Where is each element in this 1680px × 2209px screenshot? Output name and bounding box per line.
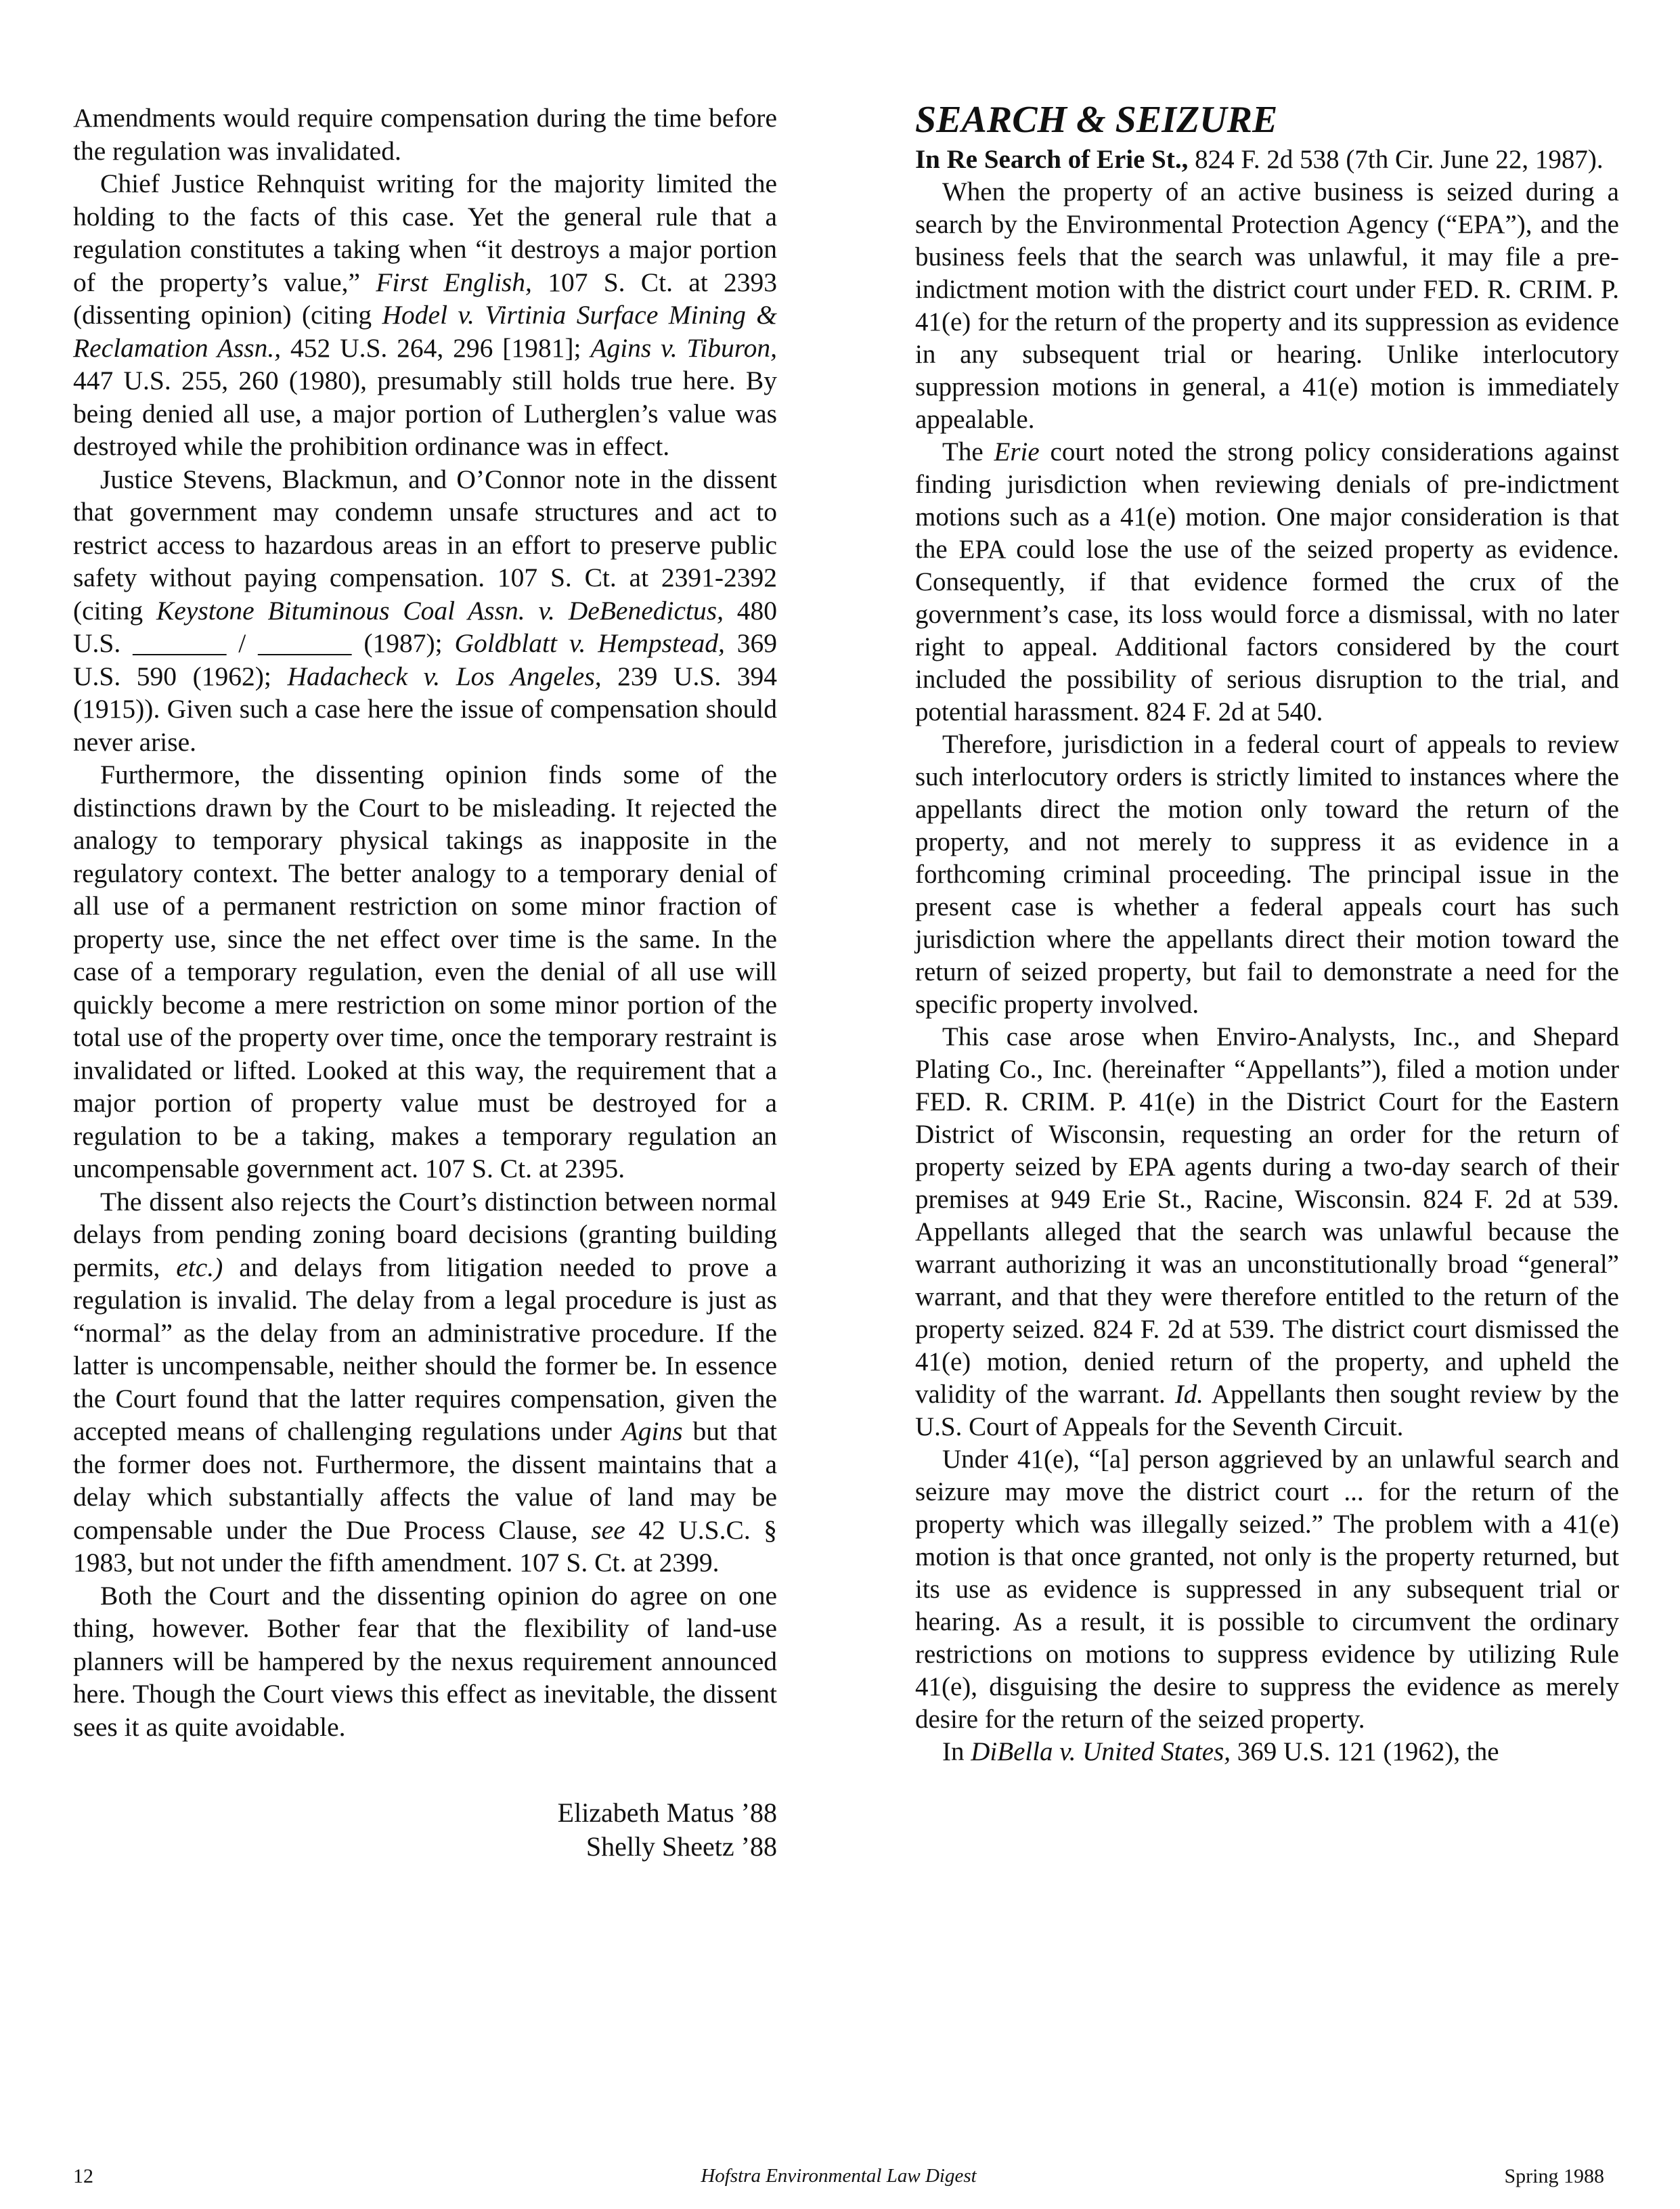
body-paragraph (915, 176, 1619, 436)
italic-citation: First English, (376, 267, 532, 297)
text-run: Furthermore, the dissenting opinion finds some of the distinctions drawn by the Court to be misleading. It rejected the analogy to temporary physical takings as inapposite in the regulatory context. The better analogy to a temporary denial of all use of a permanent restriction on some minor fraction of property use, since the net effect over time is the same. In the case of a temporary regulation, even the denial of all use will quickly become a mere restriction on some minor portion of the total use of the property over time, once the temporary restraint is invalidated or lifted. Looked at this way, the requirement that a major portion of property value must be destroyed for a regulation to be a taking, makes a temporary regulation an uncompensable government act. 107 S. Ct. at 2395. (73, 760, 777, 1183)
section-heading: SEARCH & SEIZURE (915, 99, 1278, 141)
left-column-body (73, 102, 777, 1743)
text-run: Therefore, jurisdiction in a federal court of appeals to review such interlocutory orders is strictly limited to instances where the appellants direct the motion only toward the return of the property, and not merely to suppress it as evidence in a forthcoming criminal proceeding. The principal issue in the present case is whether a federal appeals court has such jurisdiction where the appellants direct their motion toward the return of seized property, but fail to demonstrate a need for the specific property involved. (915, 730, 1619, 1019)
text-run: 369 U.S. 121 (1962), the (1231, 1737, 1499, 1766)
page-number: 12 (73, 2165, 93, 2187)
italic-citation: Hodel v. Virtinia Surface Mining & Reclamation Assn., (73, 300, 777, 363)
italic-citation: Agins (621, 1416, 683, 1446)
text-run: Chief Justice Rehnquist writing for the majority limited the holding to the facts of this case. Yet the general rule that a regulation constitutes a taking when “it destroys a major portion of the property’s value,” (73, 169, 777, 297)
body-paragraph (915, 1021, 1619, 1443)
italic-citation: Erie (994, 437, 1040, 466)
italic-citation: DiBella v. United States, (971, 1737, 1231, 1766)
text-run: court noted the strong policy considerations against finding jurisdiction when reviewing denials of pre-indictment motions such as a 41(e) motion. One major consideration is that the EPA could lose the use of the seized property as evidence. Consequently, if that evidence formed the crux of the government’s case, its loss would force a dismissal, with no later right to appeal. Additional factors considered by the court included the possibility of serious disruption to the trial, and potential harassment. 824 F. 2d at 540. (915, 437, 1619, 726)
body-paragraph (73, 758, 777, 1185)
body-paragraph (915, 1443, 1619, 1736)
text-run: Under 41(e), “[a] person aggrieved by an unlawful search and seizure may move the district court ... for the return of the property which was illegally seized.” The problem with a 41(e) motion is that once granted, not only is the property returned, but its use as evidence is suppressed in any subsequent trial or hearing. As a result, it is possible to circumvent the ordinary restrictions on motions to suppress evidence by utilizing Rule 41(e), disguising the desire to suppress the evidence as merely desire for the return of the seized property. (915, 1445, 1619, 1734)
body-paragraph (73, 463, 777, 759)
body-paragraph (915, 1736, 1619, 1768)
author-name: Elizabeth Matus ’88 (557, 1797, 777, 1828)
body-paragraph (73, 167, 777, 463)
case-reference: 824 F. 2d 538 (7th Cir. June 22, 1987). (1188, 145, 1604, 174)
text-run: 239 U.S. 394 (1915)). Given such a case here the issue of compensation should never arise. (73, 661, 778, 757)
italic-citation: Id. (1174, 1380, 1203, 1409)
text-run: and delays from litigation needed to prove a regulation is invalid. The delay from a legal procedure is just as “normal” as the delay from an administrative procedure. If the latter is uncompensable, neither should the former be. In essence the Court found that the latter requires compensation, given the accepted means of challenging regulations under (73, 1252, 777, 1446)
italic-citation: see (591, 1514, 625, 1545)
text-run: This case arose when Enviro-Analysts, Inc., and Shepard Plating Co., Inc. (hereinafter “Appellants”), filed a motion under FED. R. CRIM. P. 41(e) in the District Court for the Eastern District of Wisconsin, requesting an order for the return of property seized by EPA agents during a two-day search of their premises at 949 Erie St., Racine, Wisconsin. 824 F. 2d at 539. Appellants alleged that the search was unlawful because the warrant authorizing it was an unconstitutionally broad “general” warrant, and that they were therefore entitled to the return of the property seized. 824 F. 2d at 539. The district court dismissed the 41(e) motion, denied return of the property, and upheld the validity of the warrant. (915, 1022, 1619, 1409)
text-run: The (942, 437, 994, 466)
left-column (73, 102, 777, 1864)
text-run: 369 U.S. 590 (1962); (73, 628, 777, 691)
text-run: Justice Stevens, Blackmun, and O’Connor note in the dissent that government may condemn unsafe structures and act to restrict access to hazardous areas in an effort to preserve public safety without paying compensation. 107 S. Ct. at 2391-2392 (citing (73, 464, 777, 626)
text-run: 452 U.S. 264, 296 [1981]; (281, 332, 591, 363)
text-run: When the property of an active business is seized during a search by the Environmental Protection Agency (“EPA”), and the business feels that the search was unlawful, it may file a pre-indictment motion with the district court under FED. R. CRIM. P. 41(e) for the return of the property and its suppression as evidence in any subsequent trial or hearing. Unlike interlocutory suppression motions in general, a 41(e) motion is immediately appealable. (915, 177, 1619, 434)
text-run: 42 U.S.C. § 1983, but not under the fifth amendment. 107 S. Ct. at 2399. (73, 1514, 777, 1577)
text-run: Amendments would require compensation during the time before the regulation was invalidated. (73, 103, 777, 166)
text-run: In (942, 1737, 971, 1766)
author-name: Shelly Sheetz ’88 (585, 1831, 777, 1862)
text-run: Appellants then sought review by the U.S. Court of Appeals for the Seventh Circuit. (915, 1380, 1619, 1441)
body-paragraph (73, 1579, 777, 1744)
journal-title: Hofstra Environmental Law Digest (701, 2165, 977, 2187)
italic-citation: Hadacheck v. Los Angeles, (287, 661, 602, 691)
body-paragraph (915, 436, 1619, 728)
text-run: The dissent also rejects the Court’s distinction between normal delays from pending zoning board decisions (granting building permits, (73, 1186, 777, 1282)
body-paragraph (73, 1185, 777, 1579)
right-column-body (915, 176, 1619, 1768)
author-credits (73, 1796, 777, 1864)
italic-citation: Goldblatt v. Hempstead, (454, 628, 725, 658)
text-run: Both the Court and the dissenting opinion do agree on one thing, however. Bother fear that the flexibility of land-use planners will be hampered by the nexus requirement announced here. Though the Court views this effect as inevitable, the dissent sees it as quite avoidable. (73, 1580, 777, 1742)
text-run: 107 S. Ct. at 2393 (dissenting opinion) (citing (73, 267, 777, 330)
right-column (915, 99, 1619, 1768)
text-run: 480 U.S. _______ / _______ (1987); (73, 595, 778, 658)
body-paragraph (915, 728, 1619, 1021)
italic-citation: etc.) (176, 1252, 223, 1282)
text-run: but that the former does not. Furthermore, the dissent maintains that a delay which substantially affects the value of land may be compensable under the Due Process Clause, (73, 1416, 777, 1545)
issue-date: Spring 1988 (1504, 2165, 1604, 2187)
case-name: In Re Search of Erie St., (915, 145, 1189, 174)
italic-citation: Agins v. Tiburon, (590, 332, 777, 363)
text-run: 447 U.S. 255, 260 (1980), presumably still holds true here. By being denied all use, a major portion of Lutherglen’s value was destroyed while the prohibition ordinance was in effect. (73, 366, 777, 461)
case-citation (915, 144, 1619, 176)
italic-citation: Keystone Bituminous Coal Assn. v. DeBenedictus, (156, 595, 724, 626)
page-footer (73, 2165, 1604, 2199)
body-paragraph (73, 102, 777, 167)
